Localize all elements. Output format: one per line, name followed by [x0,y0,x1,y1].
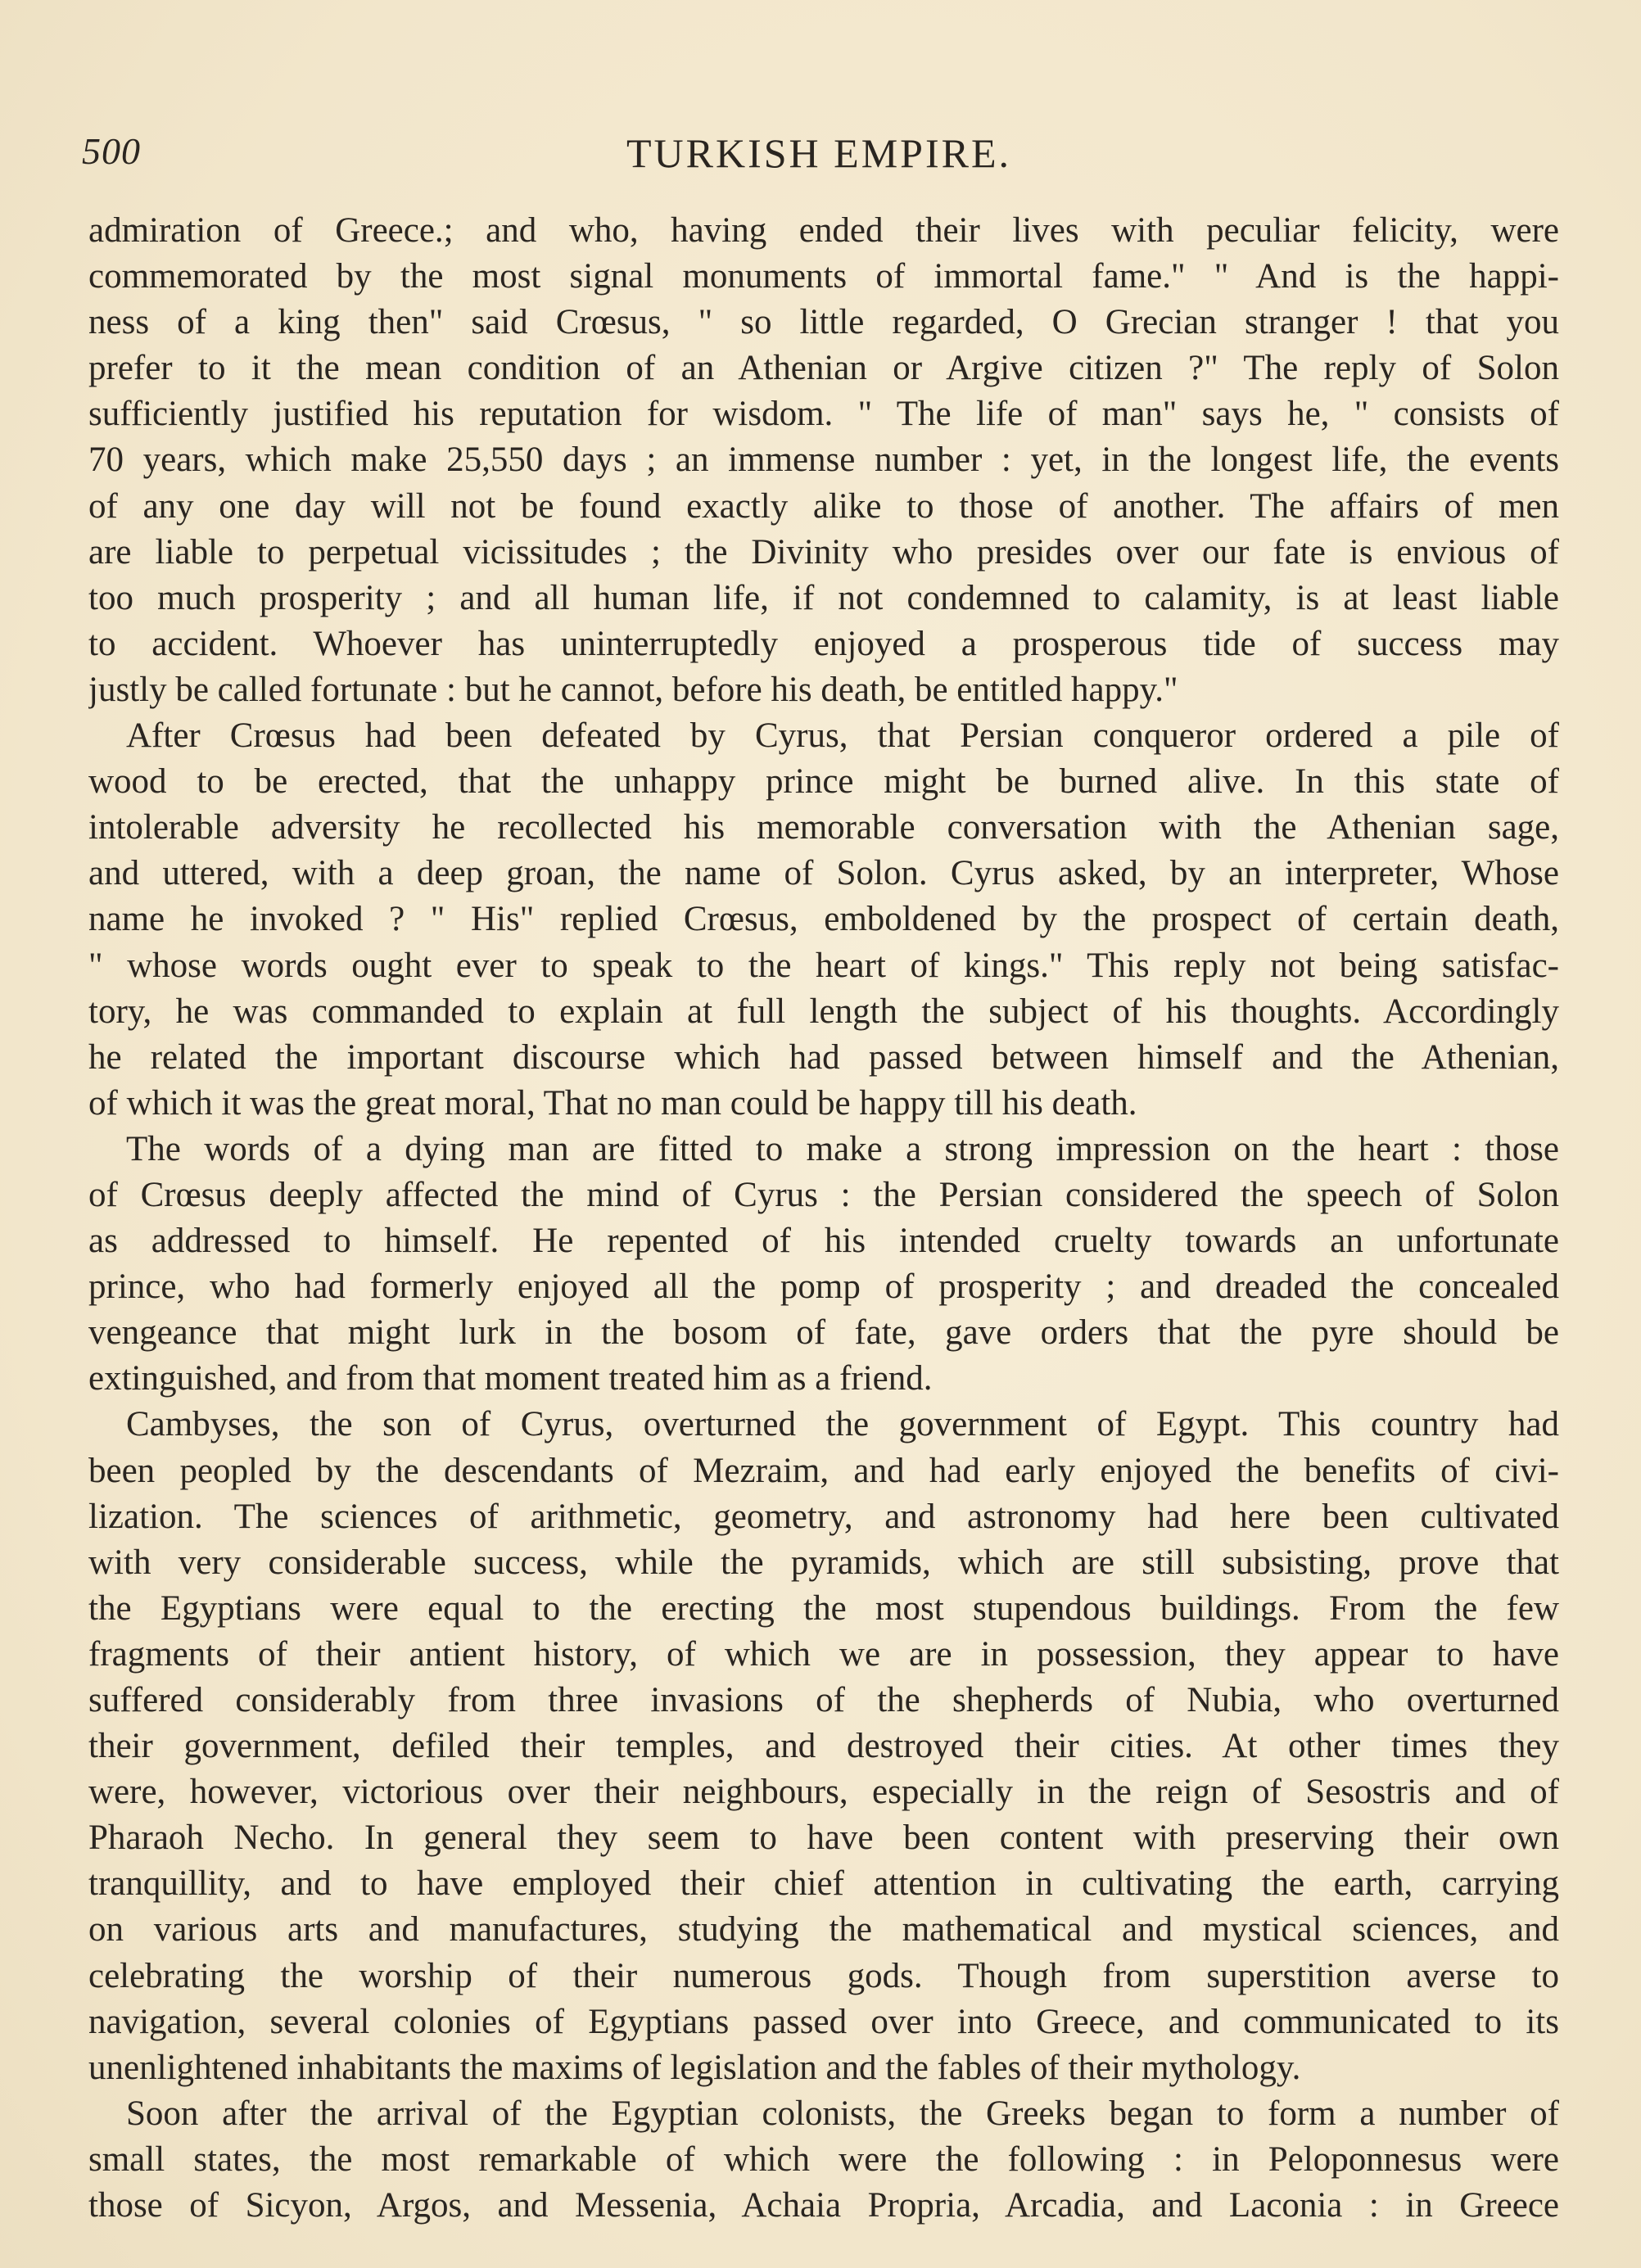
text-line: small states, the most remarkable of which were the following : in Peloponnesus were [88,2139,1559,2179]
text-line: as addressed to himself. He repented of his intended cruelty towards an unfortunate [88,1222,1559,1261]
paragraph [88,1127,1559,1403]
text-line: 70 years, which make 25,550 days ; an immense number : yet, in the longest life, the events [88,440,1559,480]
text-line: extinguished, and from that moment treated him as a friend. [88,1359,933,1398]
text-line: the Egyptians were equal to the erecting the most stupendous buildings. From the few [88,1588,1559,1628]
text-line: celebrating the worship of their numerous gods. Though from superstition averse to [88,1956,1559,1995]
text-line: suffered considerably from three invasions of the shepherds of Nubia, who overturned [88,1681,1559,1719]
text-line: admiration of Greece.; and who, having ended their lives with peculiar felicity, were [88,211,1559,250]
text-line: navigation, several colonies of Egyptians passed over into Greece, and communicated to its [88,2002,1559,2041]
text-line: of which it was the great moral, That no man could be happy till his death. [88,1083,1137,1123]
text-line: justly be called fortunate : but he cannot, before his death, be entitled happy." [88,670,1178,709]
text-line: too much prosperity ; and all human life, if not condemned to calamity, is at least liable [88,578,1559,617]
text-line: fragments of their antient history, of which we are in possession, they appear to have [88,1634,1559,1674]
text-line: and uttered, with a deep groan, the name of Solon. Cyrus asked, by an interpreter, Whose [88,854,1559,893]
text-line: prefer to it the mean condition of an Athenian or Argive citizen ?" The reply of Solon [88,349,1559,388]
text-line: Cambyses, the son of Cyrus, overturned the government of Egypt. This country had [126,1405,1559,1444]
body-text [88,208,1559,2229]
text-line: to accident. Whoever has uninterruptedly enjoyed a prosperous tide of success may [88,624,1559,663]
text-line: tranquillity, and to have employed their chief attention in cultivating the earth, carrying [88,1864,1559,1904]
text-line: After Crœsus had been defeated by Cyrus, that Persian conqueror ordered a pile of [126,716,1559,756]
running-head: TURKISH EMPIRE. [626,130,1012,176]
text-line: lization. The sciences of arithmetic, geometry, and astronomy had here been cultivated [88,1497,1559,1536]
text-line: were, however, victorious over their neighbours, especially in the reign of Sesostris and of [88,1773,1559,1812]
paragraph [88,208,1559,713]
text-line: name he invoked ? " His" replied Crœsus, emboldened by the prospect of certain death, [88,900,1559,939]
text-line: sufficiently justified his reputation for wisdom. " The life of man" says he, " consists of [88,395,1559,434]
text-line: wood to be erected, that the unhappy prince might be burned alive. In this state of [88,762,1559,802]
text-line: of Crœsus deeply affected the mind of Cyrus : the Persian considered the speech of Solon [88,1175,1559,1214]
text-line: commemorated by the most signal monuments of immortal fame." " And is the happi- [88,257,1559,296]
text-line: with very considerable success, while the pyramids, which are still subsisting, prove that [88,1543,1559,1582]
text-line: Pharaoh Necho. In general they seem to have been content with preserving their own [88,1818,1559,1858]
text-line: intolerable adversity he recollected his memorable conversation with the Athenian sage, [88,808,1559,847]
text-line: tory, he was commanded to explain at full length the subject of his thoughts. Accordingly [88,992,1559,1031]
text-line: of any one day will not be found exactly alike to those of another. The affairs of men [88,486,1559,526]
text-line: ness of a king then" said Crœsus, " so little regarded, O Grecian stranger ! that you [88,303,1559,342]
page-number: 500 [82,130,141,172]
text-line: their government, defiled their temples, and destroyed their cities. At other times they [88,1727,1559,1766]
text-line: vengeance that might lurk in the bosom of fate, gave orders that the pyre should be [88,1313,1559,1353]
paragraph [88,1402,1559,2090]
text-line: Soon after the arrival of the Egyptian colonists, the Greeks began to form a number of [126,2094,1559,2133]
text-line: been peopled by the descendants of Mezraim, and had early enjoyed the benefits of civi- [88,1451,1559,1490]
text-line: are liable to perpetual vicissitudes ; the Divinity who presides over our fate is envious of [88,532,1559,572]
page-header [82,129,1556,187]
text-line: he related the important discourse which had passed between himself and the Athenian, [88,1037,1559,1077]
text-line: The words of a dying man are fitted to make a strong impression on the heart : those [126,1129,1559,1168]
text-line: prince, who had formerly enjoyed all the pomp of prosperity ; and dreaded the concealed [88,1267,1559,1307]
paragraph [88,2091,1559,2229]
text-line: " whose words ought ever to speak to the heart of kings." This reply not being satisfac- [88,946,1559,985]
text-line: unenlightened inhabitants the maxims of legislation and the fables of their mythology. [88,2048,1301,2087]
text-line: on various arts and manufactures, studying the mathematical and mystical sciences, and [88,1910,1559,1949]
paragraph [88,713,1559,1127]
text-line: those of Sicyon, Argos, and Messenia, Achaia Propria, Arcadia, and Laconia : in Greece [88,2186,1559,2225]
